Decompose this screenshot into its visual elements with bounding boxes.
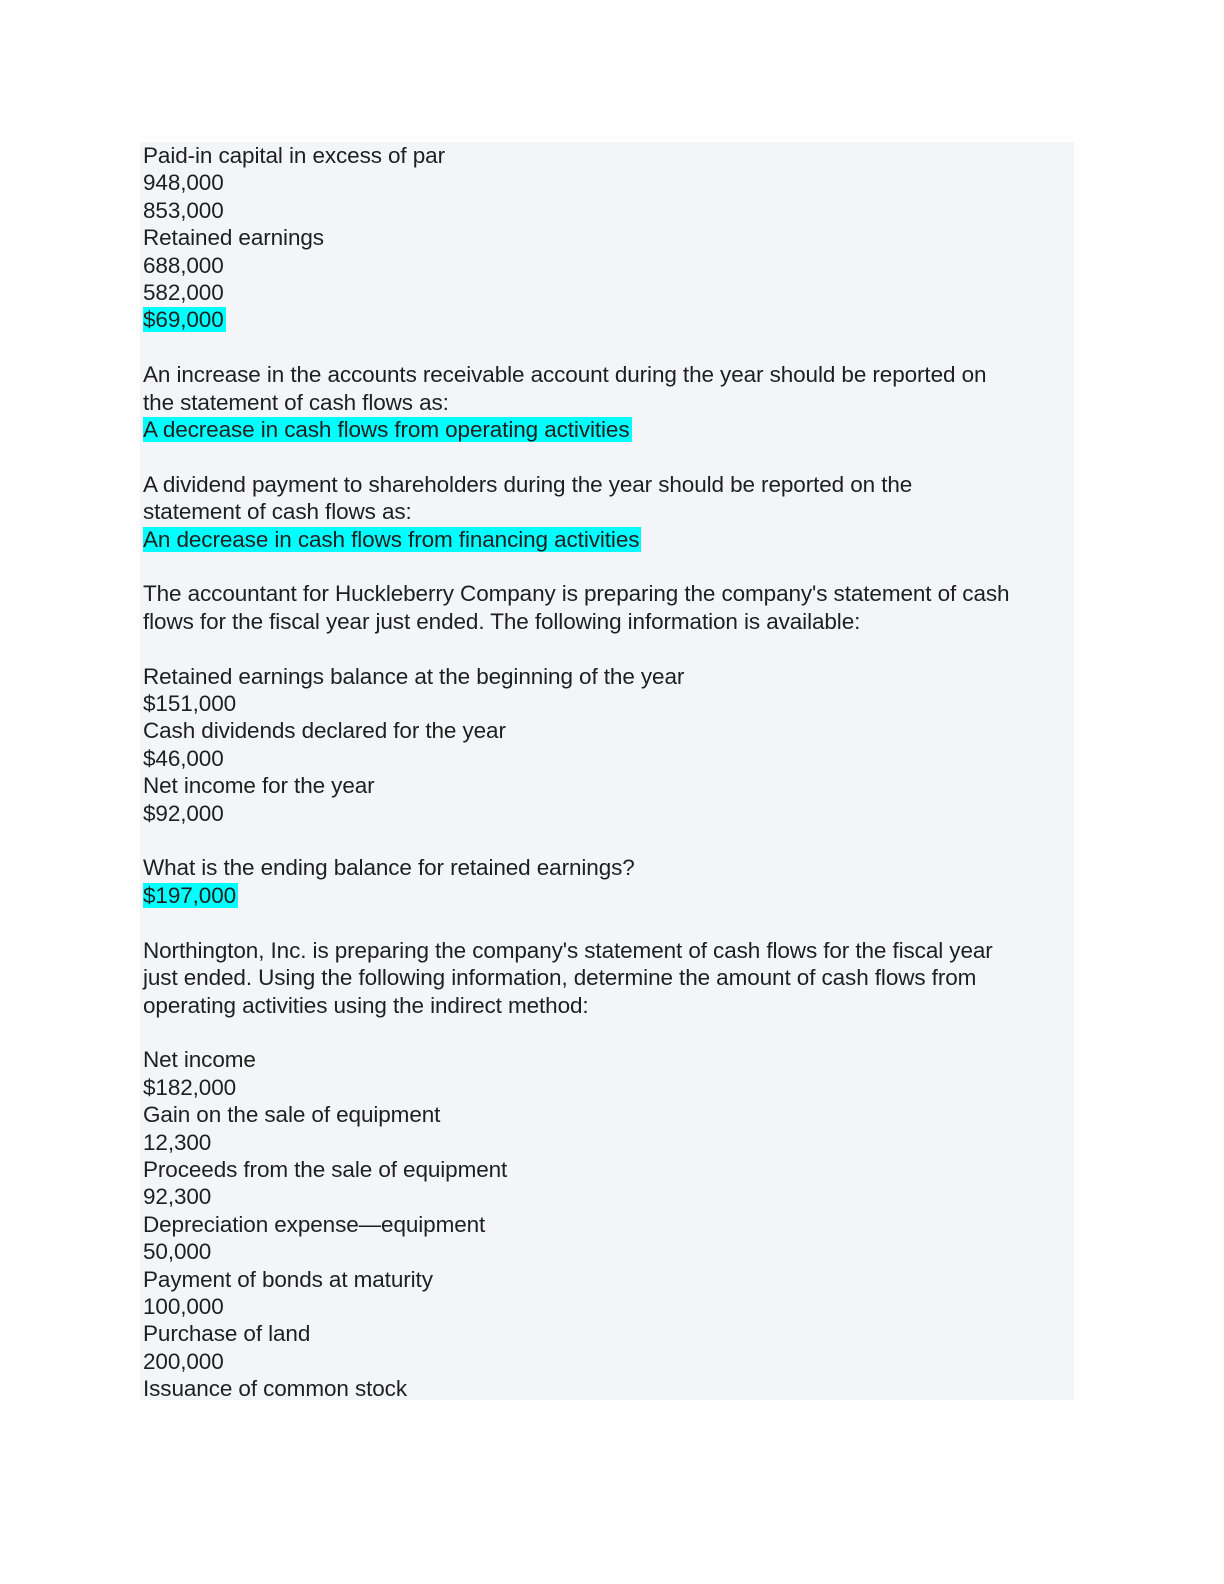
answer-line <box>143 882 1071 909</box>
data-item-value: $92,000 <box>143 800 224 826</box>
highlighted-answer: A decrease in cash flows from operating activities <box>143 417 630 443</box>
text-line: 582,000 <box>143 280 224 306</box>
highlighted-answer: $69,000 <box>143 307 224 333</box>
paragraph-gap <box>143 635 1071 662</box>
data-item-label: Gain on the sale of equipment <box>143 1102 441 1128</box>
paragraph-gap <box>143 334 1071 361</box>
data-item-value: $182,000 <box>143 1074 237 1100</box>
question-line: What is the ending balance for retained earnings? <box>143 855 635 881</box>
answer-line <box>143 526 1071 553</box>
text-line: Paid-in capital in excess of par <box>143 143 445 168</box>
text-line: Retained earnings <box>143 225 324 251</box>
paragraph-gap <box>143 553 1071 580</box>
question-line: just ended. Using the following information, determine the amount of cash flows from <box>143 965 977 991</box>
text-line: 688,000 <box>143 252 224 278</box>
data-item-value: 100,000 <box>143 1293 224 1319</box>
paragraph-gap <box>143 1019 1071 1046</box>
question-line: statement of cash flows as: <box>143 499 412 525</box>
paragraph-gap <box>143 827 1071 854</box>
question-line: The accountant for Huckleberry Company is preparing the company's statement of cash <box>143 581 1010 607</box>
data-item-value: $151,000 <box>143 691 237 717</box>
question-line: An increase in the accounts receivable account during the year should be reported on <box>143 362 987 388</box>
data-item-label: Net income <box>143 1047 256 1073</box>
highlighted-answer: $197,000 <box>143 882 237 908</box>
paragraph-gap <box>143 443 1071 470</box>
data-item-value: 50,000 <box>143 1239 212 1265</box>
question-line: flows for the fiscal year just ended. The following information is available: <box>143 608 861 634</box>
data-item-value: $46,000 <box>143 745 224 771</box>
document-text <box>143 142 1071 1403</box>
data-item-label: Depreciation expense—equipment <box>143 1211 486 1237</box>
question-line: A dividend payment to shareholders during the year should be reported on the <box>143 471 913 497</box>
data-item-label: Retained earnings balance at the beginning of the year <box>143 663 685 689</box>
question-line: the statement of cash flows as: <box>143 389 449 415</box>
data-item-label: Issuance of common stock <box>143 1376 407 1402</box>
data-item-value: 200,000 <box>143 1348 224 1374</box>
data-item-value: 92,300 <box>143 1184 212 1210</box>
data-item-label: Payment of bonds at maturity <box>143 1266 433 1292</box>
answer-line <box>143 306 1071 333</box>
paragraph-gap <box>143 909 1071 936</box>
data-item-label: Proceeds from the sale of equipment <box>143 1156 508 1182</box>
answer-line <box>143 416 1071 443</box>
text-line: 853,000 <box>143 197 224 223</box>
data-item-label: Purchase of land <box>143 1321 311 1347</box>
data-item-label: Net income for the year <box>143 773 375 799</box>
text-line: 948,000 <box>143 170 224 196</box>
highlighted-answer: An decrease in cash flows from financing activities <box>143 526 640 552</box>
data-item-value: 12,300 <box>143 1129 212 1155</box>
question-line: operating activities using the indirect method: <box>143 992 589 1018</box>
question-line: Northington, Inc. is preparing the company's statement of cash flows for the fiscal year <box>143 937 993 963</box>
data-item-label: Cash dividends declared for the year <box>143 718 506 744</box>
